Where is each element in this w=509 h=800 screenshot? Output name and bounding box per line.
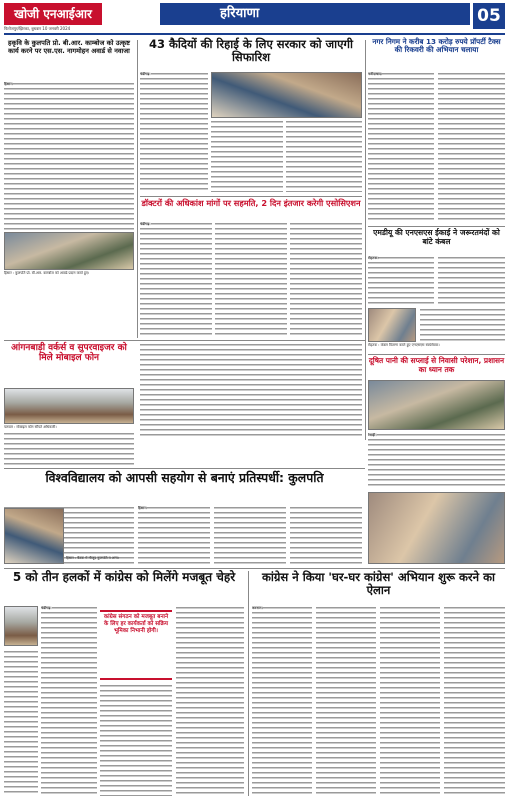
column-rule xyxy=(248,571,249,796)
dateline: चंडीगढ़। xyxy=(140,72,151,76)
story-congress-campaign-col3 xyxy=(380,606,440,796)
story-university-col4 xyxy=(290,506,362,564)
story-municipal-col2 xyxy=(438,72,505,222)
dateline: हिसार। xyxy=(4,82,14,86)
story-nss-col1 xyxy=(368,256,434,306)
dateline: चंडीगढ़। xyxy=(140,222,151,226)
story-congress-zones-col0 xyxy=(4,650,38,796)
photo-mobile-handover xyxy=(4,388,134,424)
headline: कांग्रेस ने किया 'घर-घर कांग्रेस' अभियान शुरू करने का ऐलान xyxy=(261,570,496,598)
photo-group-event xyxy=(368,492,505,564)
story-nss-col3 xyxy=(420,308,505,342)
dateline: रेवाड़ी। xyxy=(368,433,377,437)
headline: विश्वविद्यालय को आपसी सहयोग से बनाएं प्रतिस्पर्धी: कुलपति xyxy=(45,470,324,485)
story-university-col3 xyxy=(214,506,286,564)
photo-award-ceremony xyxy=(4,232,134,270)
story-congress-campaign-col2 xyxy=(316,606,376,796)
headline: हकृवि के कुलपति प्रो. बी.आर. काम्बोज को उत्कृष्ट कार्य करने पर एस.एस. नागमोहन अवार्ड से नवाजा xyxy=(7,39,131,55)
photo-caption: रोहतक : कंबल वितरण करते हुए एनएसएस स्वयंसेवक। xyxy=(368,343,440,347)
photo-caption: पलवल : मोबाइल फोन सौंपते अधिकारी। xyxy=(4,425,57,429)
section-rule xyxy=(4,568,505,569)
headline: 43 कैदियों की रिहाई के लिए सरकार को जाएगी सिफारिश xyxy=(149,37,353,65)
story-congress-zones-col1 xyxy=(41,606,97,796)
story-doctors-col3 xyxy=(290,222,362,338)
headline: दूषित पानी की सप्लाई से निवासी परेशान, प्रशासन का ध्यान तक xyxy=(368,356,505,374)
story-prisoners-col1 xyxy=(140,72,208,192)
photo-caption: हिसार : कुलपति प्रो. बी.आर. काम्बोज को अवार्ड प्रदान करते हुए। xyxy=(4,271,90,275)
story-nss-col2 xyxy=(438,256,505,306)
story-university-col2 xyxy=(138,506,210,564)
headline: 5 को तीन हलकों में कांग्रेस को मिलेंगे मजबूत चेहरे xyxy=(12,570,236,584)
story-doctors-col2 xyxy=(215,222,287,338)
headline: आंगनबाड़ी वर्कर्स व सुपरवाइजर को मिले मोबाइल फोन xyxy=(11,343,127,364)
date-line: फिरोजपुर/झिरका, बुधवार 10 जनवरी 2024 xyxy=(4,26,71,31)
story-nss xyxy=(368,229,505,246)
story-congress-zones-col2 xyxy=(100,684,172,796)
dateline: चंडीगढ़। xyxy=(41,606,52,610)
photo-residents xyxy=(368,380,505,430)
photo-meeting xyxy=(211,72,362,118)
dateline: करनाल। xyxy=(252,606,263,610)
section-rule xyxy=(4,340,365,341)
section-title: हरियाणा xyxy=(160,3,470,25)
column-rule xyxy=(137,40,138,338)
story-municipal xyxy=(368,38,505,55)
story-congress-zones-col3 xyxy=(176,606,244,796)
story-prisoners-col2 xyxy=(211,120,283,192)
dateline: हिसार। xyxy=(138,506,148,510)
story-municipal-col1 xyxy=(368,72,434,222)
headline: डॉक्टरों की अधिकांश मांगों पर सहमति, 2 दिन इंतजार करेगी एसोसिएशन xyxy=(141,198,361,208)
photo-blanket-distribution xyxy=(368,308,416,342)
photo-university-meeting xyxy=(4,508,64,564)
story-prisoners xyxy=(140,38,362,64)
pull-quote: कांग्रेस संगठन को मजबूत बनाने के लिए हर कार्यकर्ता को सक्रिय भूमिका निभानी होगी। xyxy=(100,610,172,680)
story-water xyxy=(368,357,505,374)
masthead: खोजी एनआईआर xyxy=(4,3,102,25)
photo-leader xyxy=(4,606,38,646)
story-doctors-col1 xyxy=(140,222,212,338)
page-number: 05 xyxy=(473,3,505,29)
photo-caption: हिसार : बैठक में मौजूद कुलपति व अन्य। xyxy=(66,556,120,560)
story-vc-body xyxy=(4,82,134,230)
header-rule xyxy=(4,33,505,35)
story-congress-campaign-col4 xyxy=(444,606,505,796)
column-rule xyxy=(365,40,366,440)
story-university xyxy=(4,441,365,485)
story-congress-campaign-col1 xyxy=(252,606,312,796)
story-anganwadi xyxy=(4,343,134,364)
story-congress-zones xyxy=(4,571,244,585)
section-rule xyxy=(140,196,362,197)
story-doctors-continued xyxy=(140,343,362,438)
dateline: रोहतक। xyxy=(368,256,379,260)
dateline: फरीदाबाद। xyxy=(368,72,383,76)
story-prisoners-col3 xyxy=(286,120,362,192)
headline: एमडीयू की एनएसएस ईकाई ने जरूरतमंदों को बांटे कंबल xyxy=(373,228,500,246)
story-congress-campaign xyxy=(252,571,505,598)
page-header xyxy=(0,0,509,36)
section-rule xyxy=(368,226,505,227)
story-vc-award xyxy=(4,40,134,55)
headline: नगर निगम ने करीब 13 करोड़ रुपये प्रॉपर्टी टैक्स की रिकवरी की अभियान चलाया xyxy=(372,37,501,55)
story-doctors xyxy=(140,199,362,208)
story-water-body xyxy=(368,433,505,489)
section-rule xyxy=(368,354,505,355)
